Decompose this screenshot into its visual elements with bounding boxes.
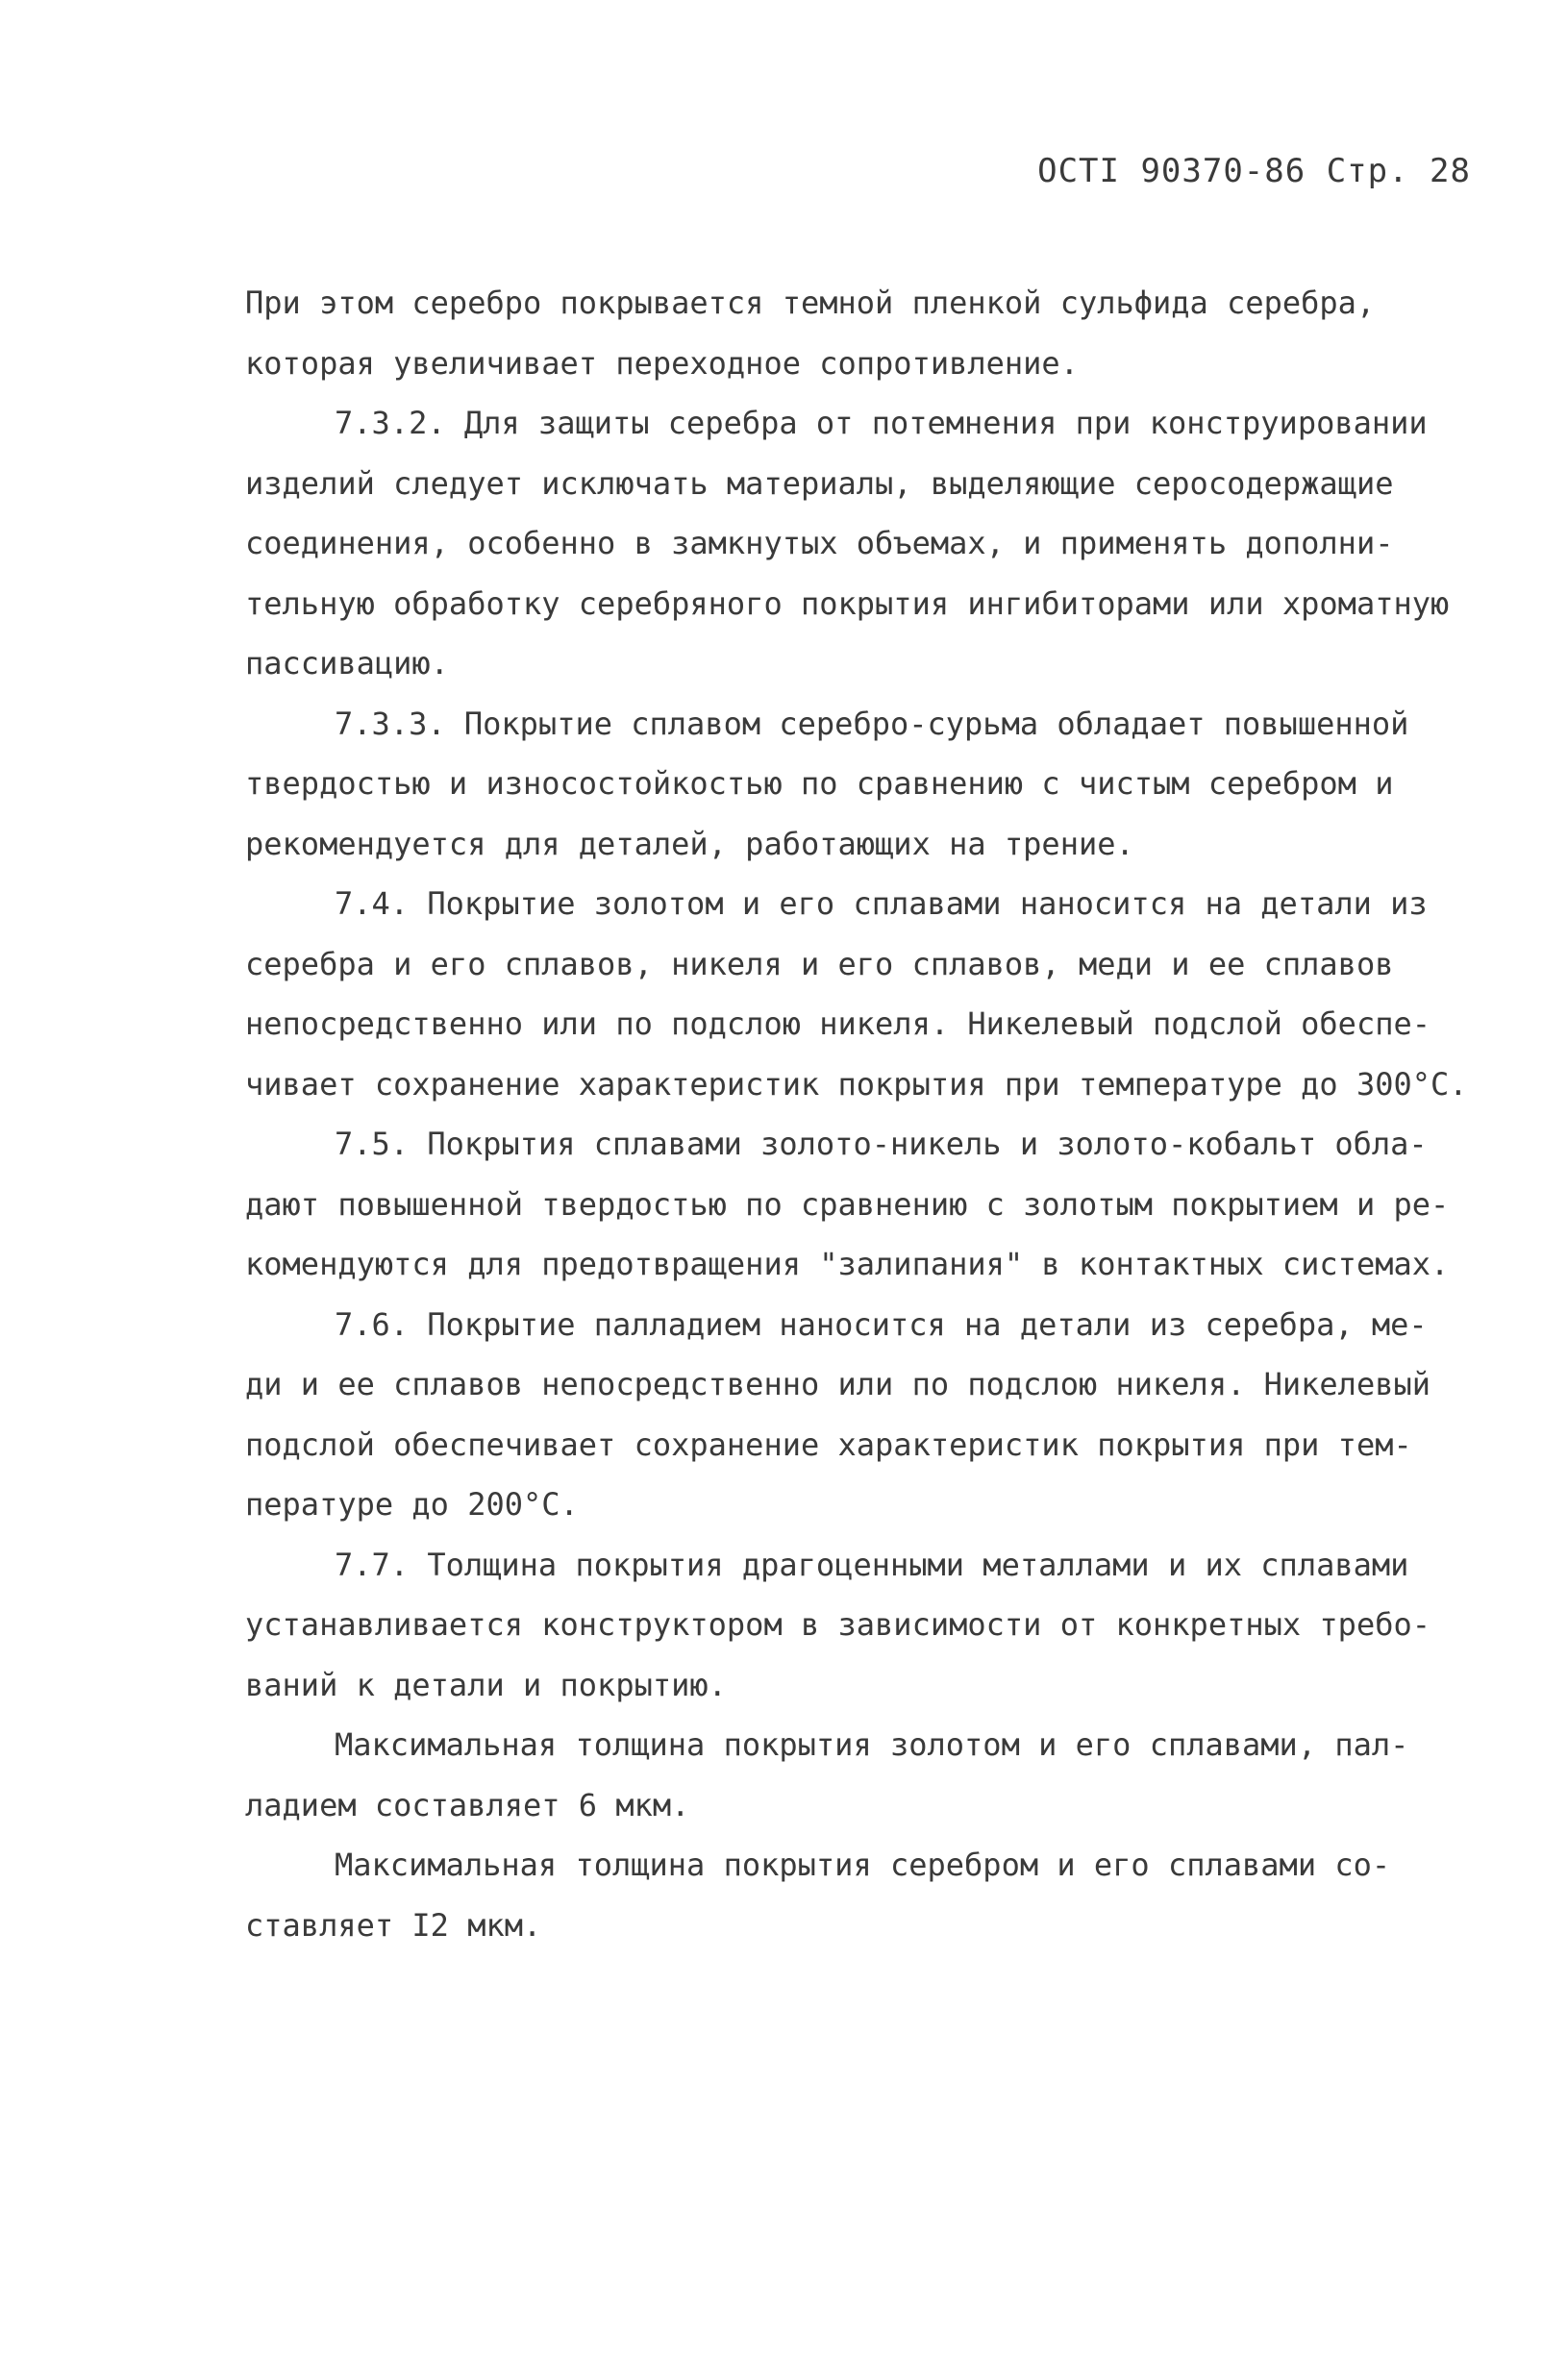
text-line: 7.4. Покрытие золотом и его сплавами наносится на детали из xyxy=(335,885,1428,922)
page-header xyxy=(1037,152,1471,190)
text-line: 7.5. Покрытия сплавами золото-никель и золото-кобальт обла- xyxy=(335,1126,1428,1162)
page-number: Стр. 28 xyxy=(1326,152,1471,190)
text-line: 7.3.3. Покрытие сплавом серебро-сурьма обладает повышенной xyxy=(335,705,1409,742)
document-code: ОСТI 90370-86 xyxy=(1037,152,1306,190)
text-line: подслой обеспечивает сохранение характеристик покрытия при тем- xyxy=(245,1426,1412,1463)
text-line: ладием составляет 6 мкм. xyxy=(245,1786,690,1823)
text-line: ваний к детали и покрытию. xyxy=(245,1666,727,1703)
text-line: соединения, особенно в замкнутых объемах, и применять дополни- xyxy=(245,525,1394,561)
text-line: чивает сохранение характеристик покрытия при температуре до 300°С. xyxy=(245,1065,1468,1103)
text-line: При этом серебро покрывается темной пленкой сульфида серебра, xyxy=(245,285,1376,321)
text-line: 7.3.2. Для защиты серебра от потемнения при конструировании xyxy=(335,405,1428,441)
text-line: изделий следует исключать материалы, выделяющие серосодержащие xyxy=(245,464,1394,502)
text-line: тельную обработку серебряного покрытия ингибиторами или хроматную xyxy=(245,584,1450,622)
text-line: 7.6. Покрытие палладием наносится на детали из серебра, ме- xyxy=(335,1305,1428,1343)
text-line: непосредственно или по подслою никеля. Никелевый подслой обеспе- xyxy=(245,1005,1430,1042)
text-line: пературе до 200°С. xyxy=(245,1486,579,1523)
text-line: серебра и его сплавов, никеля и его сплавов, меди и ее сплавов xyxy=(245,945,1394,982)
text-line: которая увеличивает переходное сопротивление. xyxy=(245,344,1079,382)
text-line: твердостью и износостойкостью по сравнению с чистым серебром и xyxy=(245,765,1394,802)
text-line: устанавливается конструктором в зависимости от конкретных требо- xyxy=(245,1606,1430,1643)
text-line: Максимальная толщина покрытия серебром и его сплавами со- xyxy=(335,1847,1391,1883)
text-line: пассивацию. xyxy=(245,645,449,682)
text-line: ставляет I2 мкм. xyxy=(245,1906,542,1944)
text-line: комендуются для предотвращения "залипания" в контактных системах. xyxy=(245,1246,1450,1282)
text-line: ди и ее сплавов непосредственно или по подслою никеля. Никелевый xyxy=(245,1366,1430,1402)
document-body xyxy=(245,273,1514,1955)
text-line: 7.7. Толщина покрытия драгоценными металлами и их сплавами xyxy=(335,1546,1409,1583)
text-line: рекомендуется для деталей, работающих на трение. xyxy=(245,825,1134,862)
text-line: Максимальная толщина покрытия золотом и его сплавами, пал- xyxy=(335,1726,1409,1763)
text-line: дают повышенной твердостью по сравнению с золотым покрытием и ре- xyxy=(245,1185,1450,1223)
